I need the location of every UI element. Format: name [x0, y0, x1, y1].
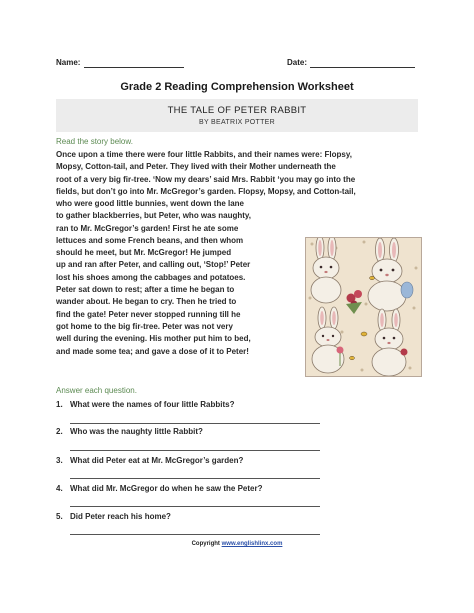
question-text: What did Peter eat at Mr. McGregor’s garden?: [70, 456, 244, 465]
story-line: Mopsy, Cotton-tail, and Peter. They lived with their Mother underneath the: [56, 162, 336, 172]
question-4: [56, 484, 426, 493]
answer-line-3[interactable]: [70, 478, 320, 479]
story-line: and made some tea; and gave a dose of it to Peter!: [56, 346, 249, 356]
question-number: 1.: [56, 400, 63, 409]
question-2: [56, 427, 426, 436]
story-line: fields, but don’t go into Mr. McGregor’s garden. Flopsy, Mopsy, and Cotton-tail,: [56, 186, 356, 196]
question-3: [56, 456, 426, 465]
worksheet-title: Grade 2 Reading Comprehension Worksheet: [120, 81, 354, 93]
story-line: ran to Mr. McGregor’s garden! First he ate some: [56, 223, 239, 233]
story-line: find the gate! Peter never stopped running till he: [56, 309, 241, 319]
story-line: well during the evening. His mother put him to bed,: [56, 334, 251, 344]
story-line: lost his shoes among the cabbages and potatoes.: [56, 272, 246, 282]
story-author: BY BEATRIX POTTER: [198, 119, 276, 126]
story-title: THE TALE OF PETER RABBIT: [167, 105, 307, 116]
name-label: Name:: [56, 58, 81, 67]
story-text-full: [56, 149, 421, 198]
story-title-band: [56, 99, 418, 132]
question-text: What were the names of four little Rabbits?: [70, 400, 235, 409]
question-number: 3.: [56, 456, 63, 465]
question-1: [56, 400, 426, 409]
story-line: who were good little bunnies, went down the lane: [56, 199, 245, 208]
date-blank-line[interactable]: [310, 67, 415, 68]
story-line: wander about. He began to cry. Then he tried to: [56, 297, 237, 307]
story-text-wrap: [56, 198, 292, 358]
question-number: 2.: [56, 427, 63, 436]
answer-line-5[interactable]: [70, 534, 320, 535]
answer-instruction: Answer each question.: [56, 386, 137, 395]
story-line: root of a very big fir-tree. ‘Now my dears’ said Mrs. Rabbit ‘you may go into the: [56, 174, 356, 184]
story-line: should he meet, but Mr. McGregor! He jumped: [56, 248, 232, 258]
bunnies-illustration: [305, 237, 422, 377]
story-line: Peter sat down to rest; after a time he began to: [56, 285, 235, 295]
website-link[interactable]: www.englishlinx.com: [221, 541, 283, 547]
bunnies-illustration-svg: [306, 238, 421, 376]
answer-line-2[interactable]: [70, 450, 320, 451]
question-5: [56, 512, 426, 521]
read-instruction: Read the story below.: [56, 137, 133, 146]
answer-line-1[interactable]: [70, 423, 320, 424]
story-line: Once upon a time there were four little Rabbits, and their names were: Flopsy,: [56, 150, 352, 159]
name-blank-line[interactable]: [84, 67, 184, 68]
question-text: Who was the naughty little Rabbit?: [70, 427, 203, 436]
answer-line-4[interactable]: [70, 506, 320, 507]
story-line: got home to the big fir-tree. Peter was not very: [56, 321, 233, 331]
question-number: 4.: [56, 484, 63, 493]
copyright-footer: [0, 541, 474, 547]
story-line: up and ran after Peter, and calling out, ‘Stop!’ Peter: [56, 260, 251, 270]
question-text: What did Mr. McGregor do when he saw the Peter?: [70, 484, 263, 493]
copyright-label: Copyright: [191, 541, 220, 547]
question-number: 5.: [56, 512, 63, 521]
name-date-row: [0, 58, 474, 72]
date-label: Date:: [287, 58, 308, 67]
story-line: lettuces and some French beans, and then whom: [56, 235, 244, 245]
story-line: to gather blackberries, but Peter, who was naughty,: [56, 211, 252, 221]
question-text: Did Peter reach his home?: [70, 512, 171, 521]
